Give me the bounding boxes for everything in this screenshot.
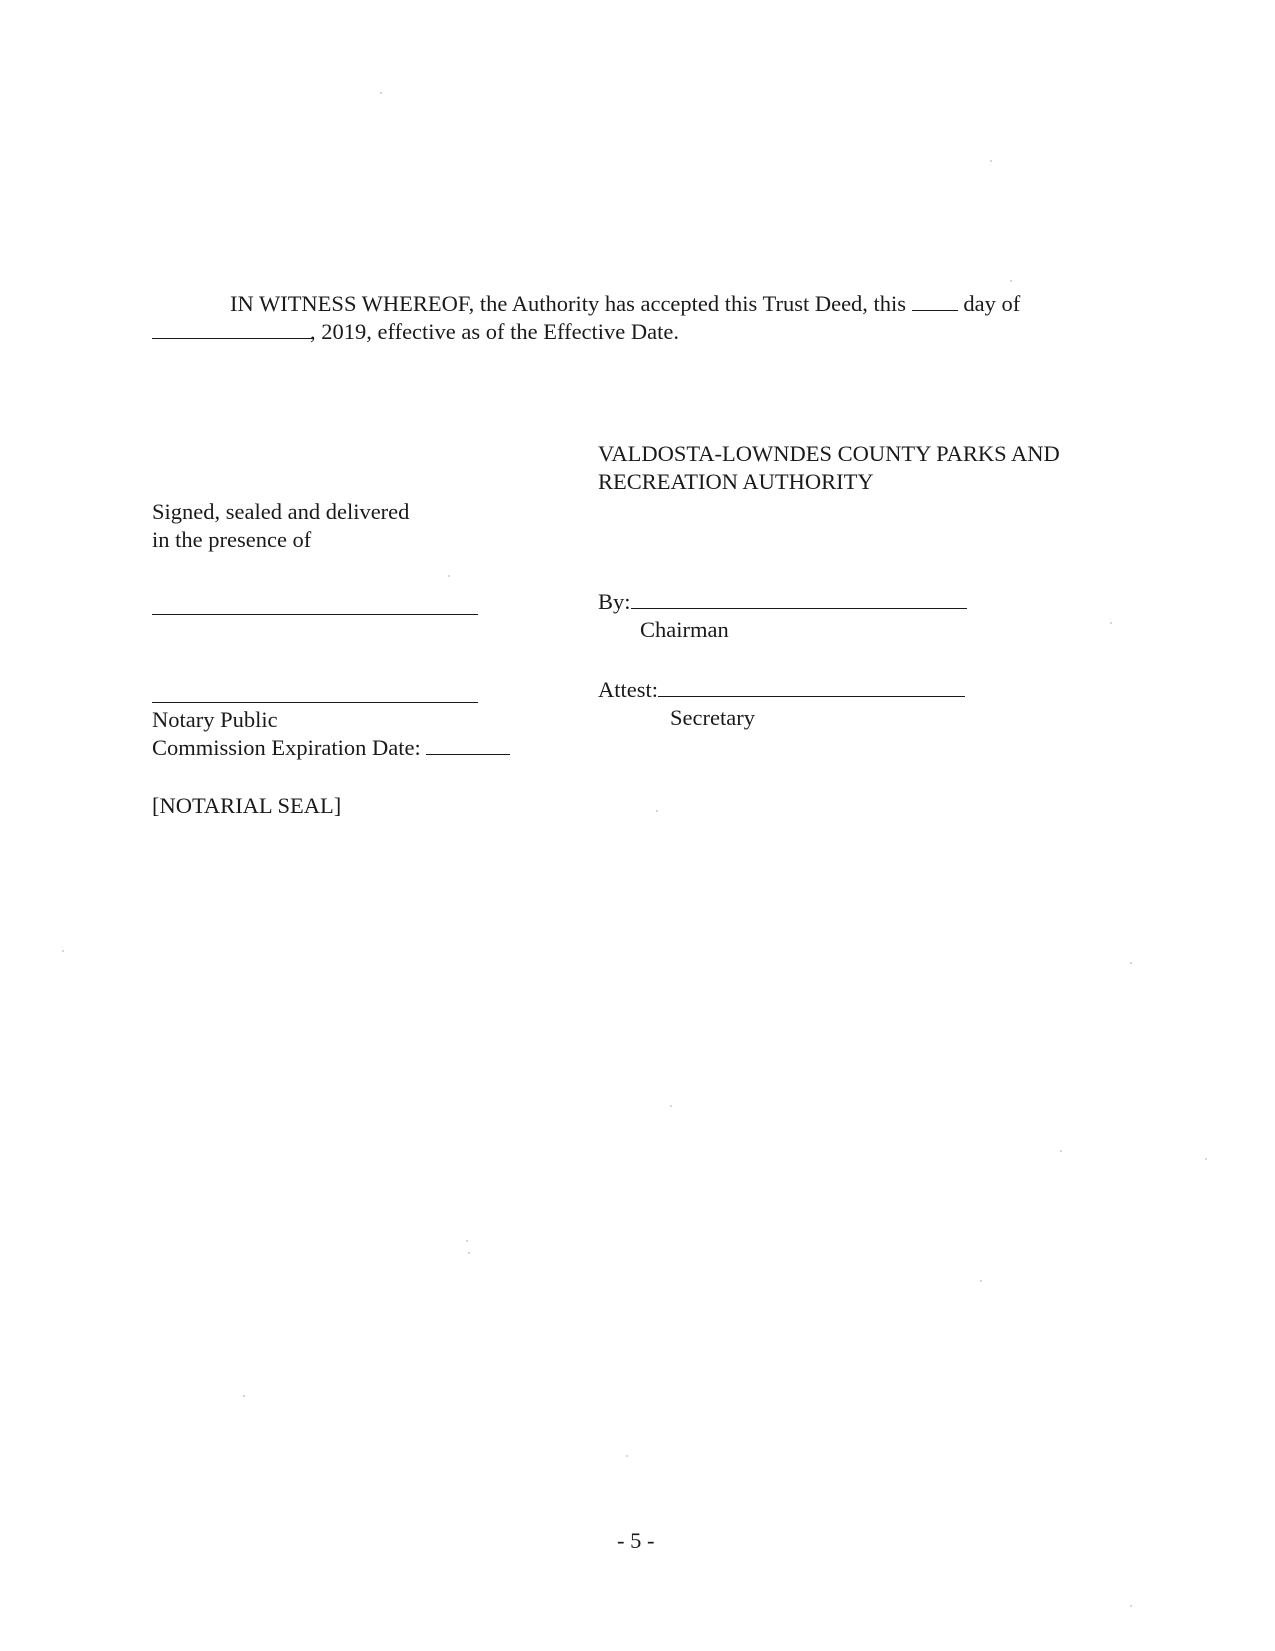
scan-speck [466,1240,468,1242]
scan-speck [62,950,64,952]
scan-speck [1130,962,1132,964]
witness-block-line-2: in the presence of [152,527,312,552]
notary-signature-line[interactable] [152,702,478,703]
scan-speck [1130,1605,1132,1607]
scan-speck [626,1455,628,1457]
attest-label: Attest: [598,677,658,702]
witness-clause-line-1 [230,290,1020,318]
chairman-title: Chairman [640,617,729,642]
authority-name-line-2: RECREATION AUTHORITY [598,469,874,494]
month-blank[interactable] [152,318,313,339]
commission-expiration-label: Commission Expiration Date: [152,735,421,760]
witness-clause-day-of: day of [963,291,1021,316]
by-label: By: [598,589,631,614]
witness-clause-effective-text: , 2019, effective as of the Effective Date. [310,319,680,344]
attest-signature-row [598,676,965,704]
notarial-seal-label: [NOTARIAL SEAL] [152,793,342,818]
commission-expiration-row [152,734,510,762]
secretary-signature-line[interactable] [658,676,965,697]
scan-speck [1110,622,1112,624]
witness-clause-line-2 [152,318,679,346]
scan-speck [468,1252,470,1254]
scan-speck [1010,280,1012,282]
secretary-title: Secretary [670,705,755,730]
scan-speck [670,1105,672,1107]
notary-title: Notary Public [152,707,278,732]
scan-speck [990,160,992,162]
witness-signature-line[interactable] [152,614,478,615]
day-blank[interactable] [912,290,958,311]
scan-speck [1205,1158,1207,1160]
scan-speck [980,1280,982,1282]
witness-block-line-1: Signed, sealed and delivered [152,499,410,524]
commission-expiration-blank[interactable] [426,734,510,755]
scan-speck [448,575,450,577]
by-signature-row [598,588,967,616]
page-number: - 5 - [617,1528,655,1553]
witness-clause-text: IN WITNESS WHEREOF, the Authority has accepted this Trust Deed, this [230,291,907,316]
scan-speck [656,810,658,812]
scan-speck [243,1395,245,1397]
scan-speck [1060,1150,1062,1152]
chairman-signature-line[interactable] [631,588,967,609]
authority-name-line-1: VALDOSTA-LOWNDES COUNTY PARKS AND [598,441,1060,466]
scan-speck [380,92,382,94]
